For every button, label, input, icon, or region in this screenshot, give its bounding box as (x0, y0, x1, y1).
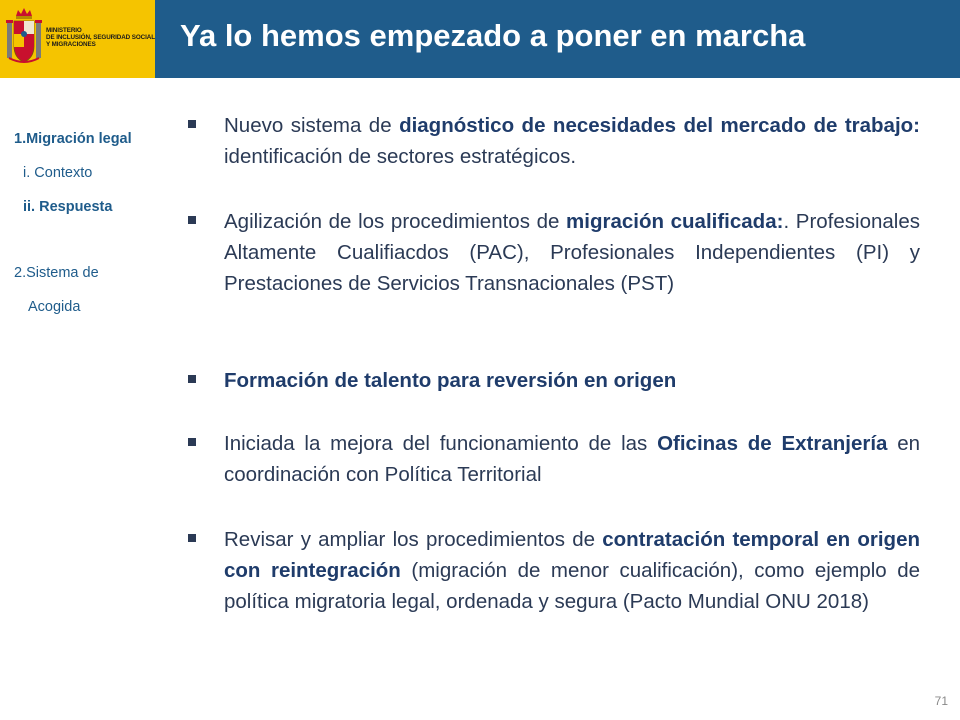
bullet-text (224, 428, 920, 490)
bullet-segment: Revisar y ampliar los procedimientos de (224, 528, 603, 551)
bullet-segment: en coordinación con Política Territorial (224, 432, 921, 486)
bullet-item (188, 110, 920, 172)
slide-title: Ya lo hemos empezado a poner en marcha (180, 18, 806, 53)
square-bullet-icon (188, 534, 196, 542)
bullet-segment: . Profesionales Altamente Cualifiacdos (PAC), Profesionales Independientes (PI) y Prestaciones de Servicios Transnacionales (PST) (224, 210, 920, 295)
square-bullet-icon (188, 120, 196, 128)
page-number: 71 (934, 694, 948, 708)
bullet-text (224, 206, 920, 299)
square-bullet-icon (188, 438, 196, 446)
title-bar (155, 0, 960, 78)
bullet-bold-segment: migración cualificada: (566, 210, 784, 233)
bullet-text (224, 110, 920, 172)
ministry-logo (0, 0, 155, 78)
square-bullet-icon (188, 216, 196, 224)
bullet-text (224, 524, 920, 617)
bullet-segment: Nuevo sistema de (224, 114, 400, 137)
bullet-item (188, 524, 920, 617)
bullet-bold-segment: Formación de talento para reversión en origen (224, 369, 677, 392)
ministry-line: Y MIGRACIONES (46, 41, 96, 49)
bullet-bold-segment: contratación temporal en origen con reintegración (224, 528, 920, 582)
bullet-segment: identificación de sectores estratégicos. (224, 145, 577, 168)
ministry-name (46, 27, 155, 49)
bullet-item (188, 365, 920, 396)
sidebar-item-respuesta[interactable]: ii. Respuesta (23, 199, 113, 215)
ministry-line: DE INCLUSIÓN, SEGURIDAD SOCIAL (46, 34, 155, 42)
square-bullet-icon (188, 375, 196, 383)
bullet-bold-segment: diagnóstico de necesidades del mercado de trabajo: (399, 114, 920, 137)
coat-of-arms-icon (6, 6, 42, 70)
bullet-segment: (migración de menor cualificación), como ejemplo de política migratoria legal, ordenada y segura (Pacto Mundial ONU 2018) (224, 559, 920, 613)
bullet-item (188, 428, 920, 490)
bullet-segment: Iniciada la mejora del funcionamiento de las (224, 432, 658, 455)
sidebar-item-acogida[interactable]: Acogida (28, 299, 81, 315)
sidebar-item-sistema-de[interactable]: 2.Sistema de (14, 265, 99, 281)
bullet-text (224, 365, 920, 396)
sidebar-item-contexto[interactable]: i. Contexto (23, 165, 93, 181)
ministry-line: MINISTERIO (46, 27, 82, 34)
bullet-segment: Agilización de los procedimientos de (224, 210, 567, 233)
bullet-item (188, 206, 920, 299)
bullet-bold-segment: Oficinas de Extranjería (657, 432, 888, 455)
sidebar-item-migracion-legal[interactable]: 1.Migración legal (14, 131, 132, 147)
